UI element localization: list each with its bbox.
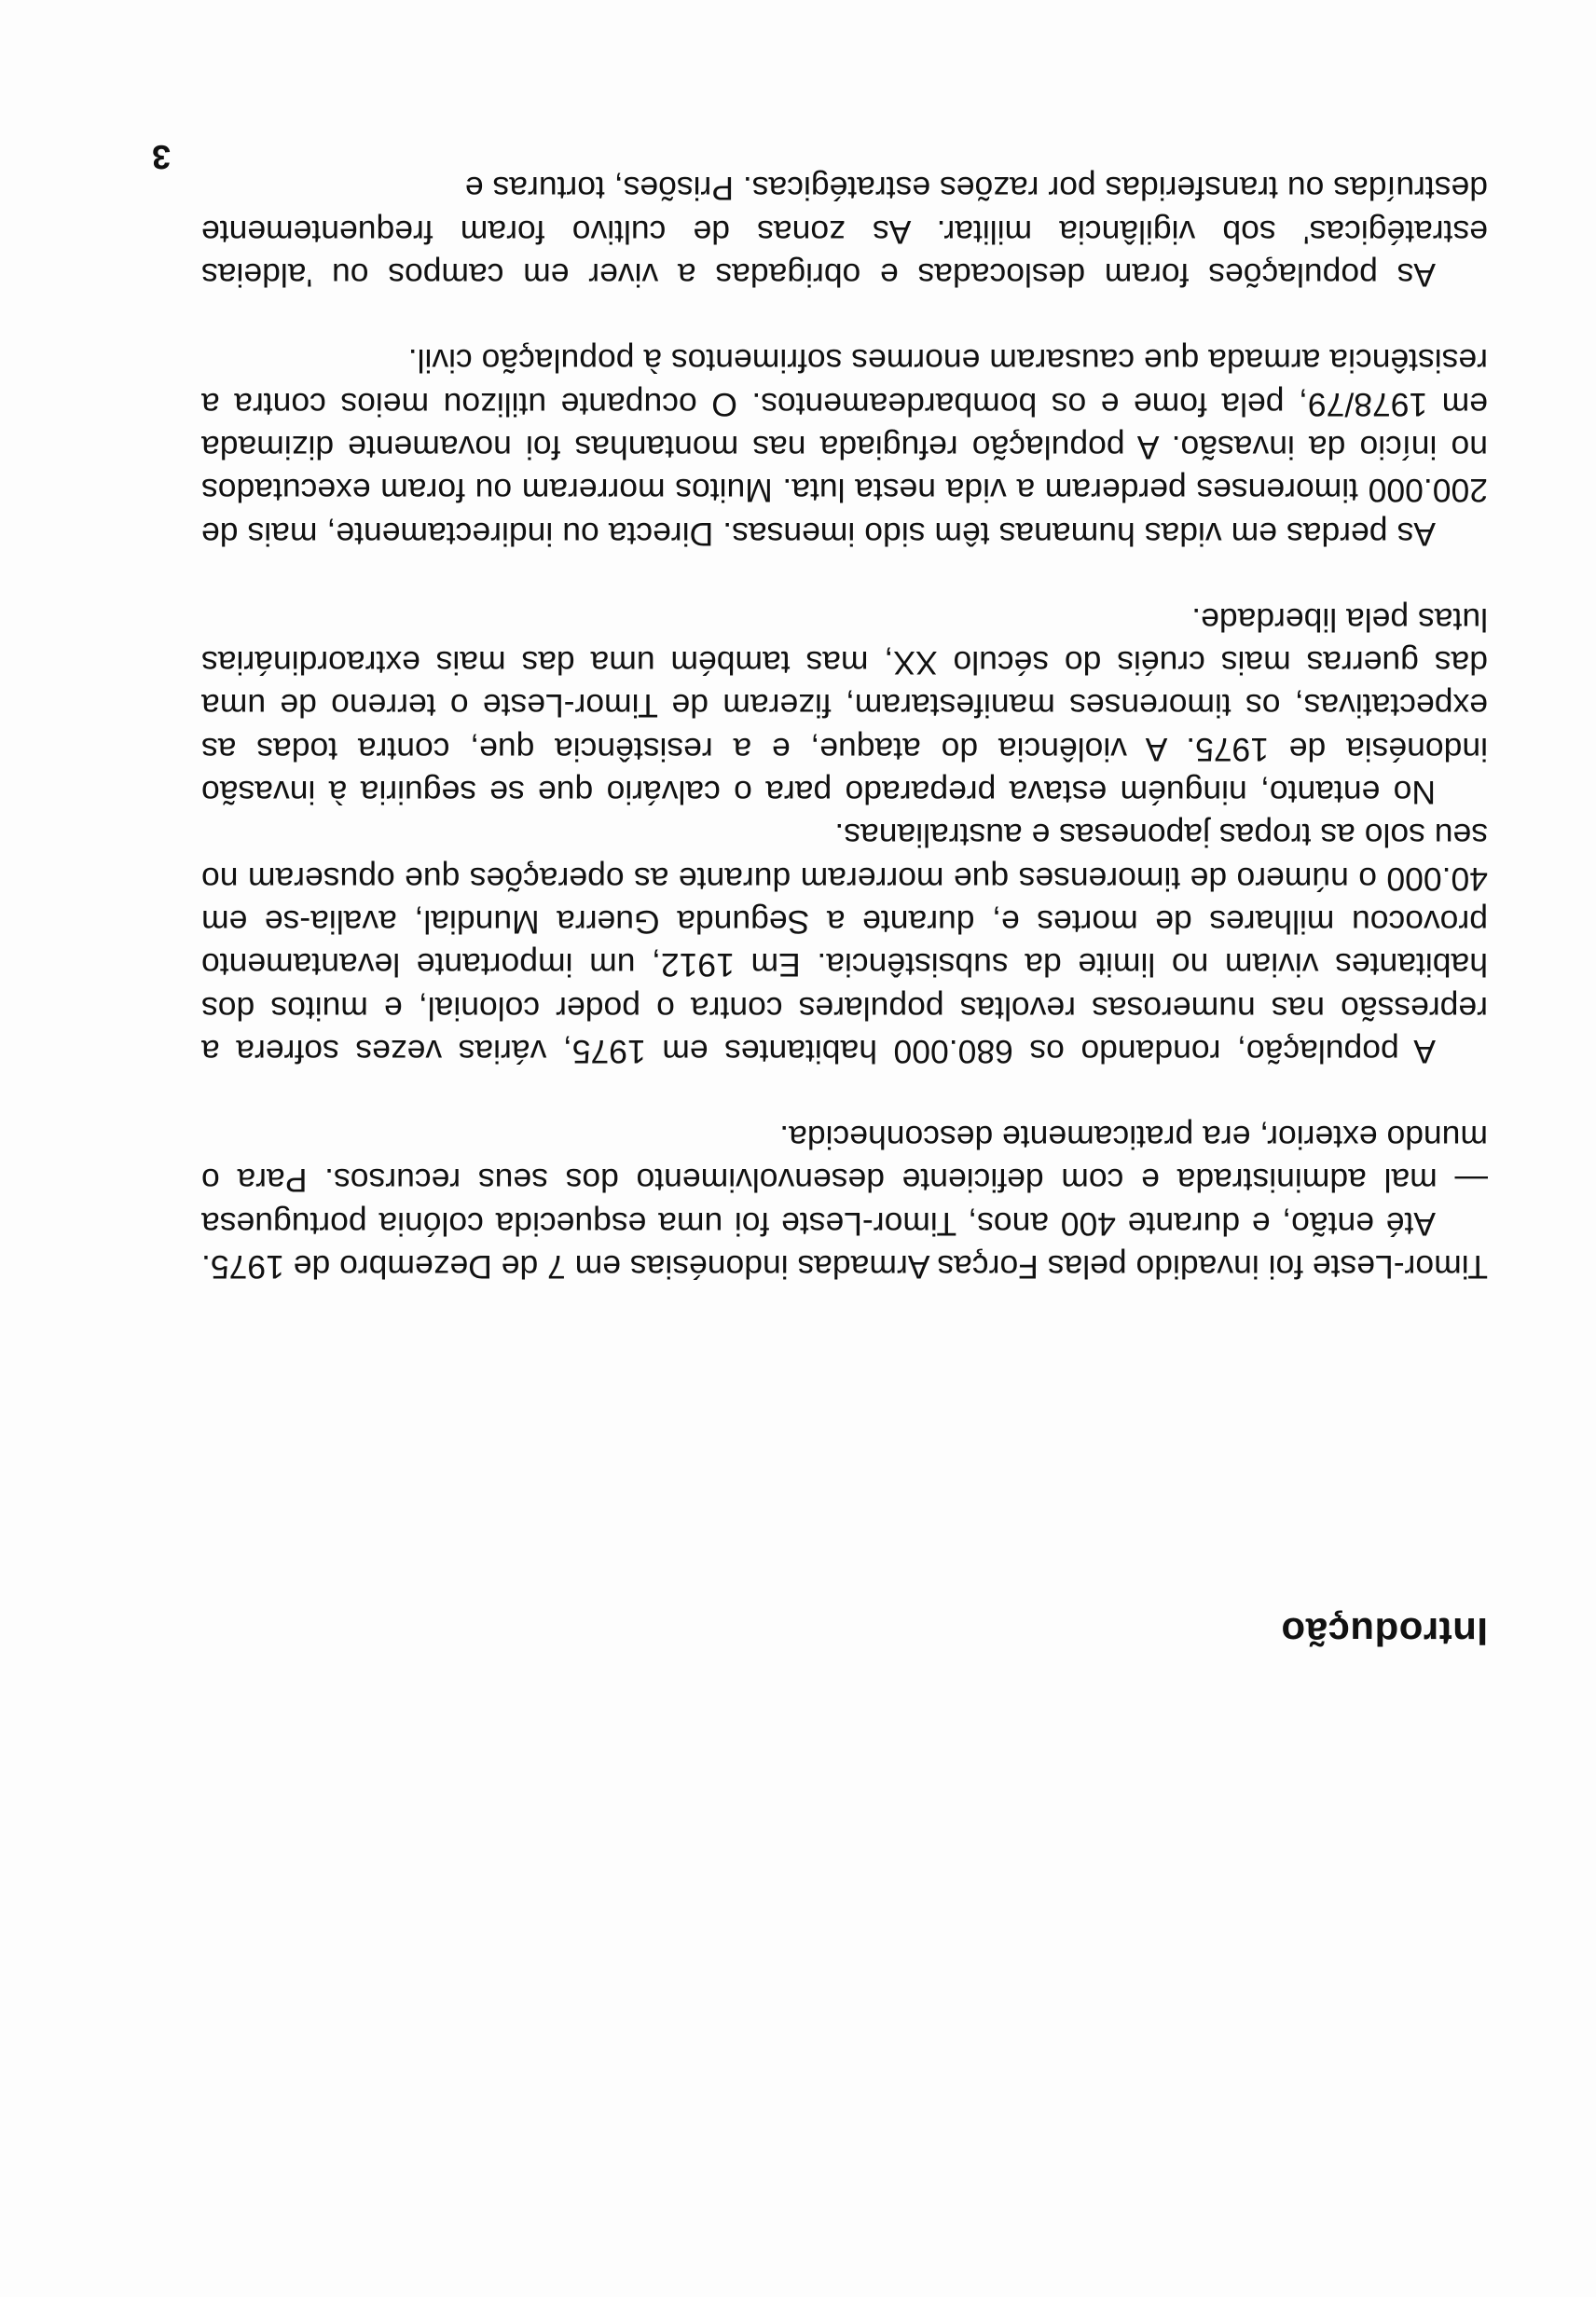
paragraph-4: No entanto, ninguém estava preparado para o calvário que se seguiria à invasão indonésia de 1975. A violência do ataque, e a resistência que, contra todas as expectativas, os timorenses manifestaram, fizeram de Timor-Leste o terreno de uma das guerras mais cruéis do século XX, mas também uma das mais extraordinárias lutas pela liberdade. <box>201 600 1488 812</box>
paragraph-2: Até então, e durante 400 anos, Timor-Leste foi uma esquecida colónia portuguesa — mal administrada e com deficiente desenvolvimento dos seus recursos. Para o mundo exterior, era praticamente desconhecida. <box>201 1119 1488 1243</box>
paragraph-1: Timor-Leste foi invadido pelas Forças Armadas indonésias em 7 de Dezembro de 1975. <box>201 1248 1488 1286</box>
body-text <box>201 167 1488 1288</box>
paragraph-6: As populações foram deslocadas e obrigadas a viver em campos ou 'aldeias estratégicas' sob vigilância militar. As zonas de cultivo foram frequentemente destruídas ou transferidas por razões estratégicas. Prisões, torturas e <box>201 170 1488 295</box>
page-title: Introdução <box>1281 1610 1488 1654</box>
paragraph-5: As perdas em vidas humanas têm sido imensas. Directa ou indirectamente, mais de 200.000 timorenses perderam a vida nesta luta. Muitos morreram ou foram executados no início da invasão. A população refugiada nas montanhas foi novamente dizimada em 1978/79, pela fome e os bombardeamentos. O ocupante utilizou meios contra a resistência armada que causaram enormes sofrimentos à população civil. <box>201 342 1488 553</box>
paragraph-3: A população, rondando os 680.000 habitantes em 1975, várias vezes sofrera a repressão nas numerosas revoltas populares contra o poder colonial, e muitos dos habitantes viviam no limite da subsistência. Em 1912, um importante levantamento provocou milhares de mortes e, durante a Segunda Guerra Mundial, avalia-se em 40.000 o número de timorenses que morreram durante as operações que opuseram no seu solo as tropas japonesas e australianas. <box>201 817 1488 1070</box>
page-number: 3 <box>151 138 171 176</box>
